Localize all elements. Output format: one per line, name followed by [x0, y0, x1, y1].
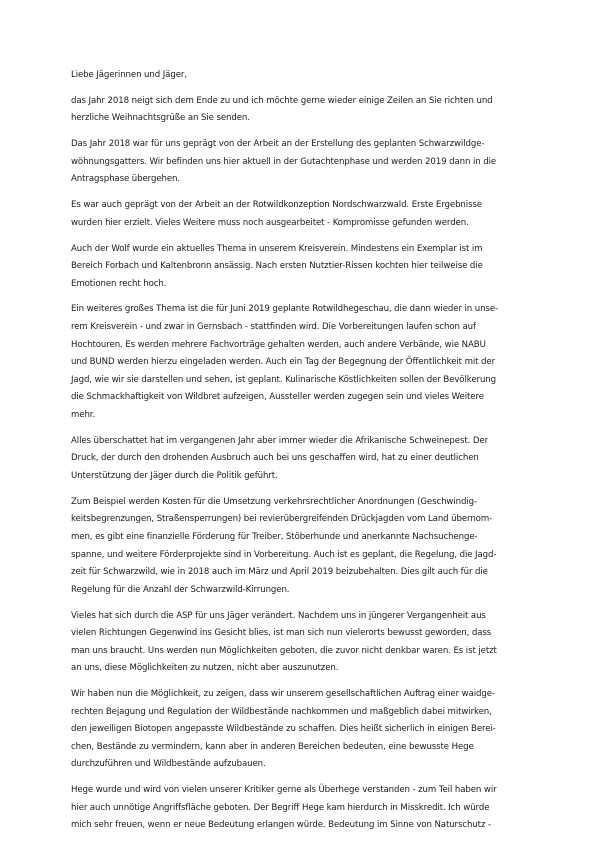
text-line: wurden hier erzielt. Vieles Weitere muss noch ausgearbeitet - Kompromisse gefunden werden. [71, 217, 469, 228]
text-line: Wir haben nun die Möglichkeit, zu zeigen, dass wir unserem gesellschaftlichen Auftrag einer waidge- [71, 689, 495, 700]
salutation [71, 67, 531, 85]
paragraph [71, 136, 531, 189]
letter-body [71, 67, 531, 842]
text-line: chen, Bestände zu vermindern, kann aber in anderen Bereichen bedeuten, eine bewusste Hege [71, 741, 474, 752]
text-line: vielen Richtungen Gegenwind ins Gesicht blies, ist man sich nun vielerorts bewusst geworden, dass [71, 628, 492, 639]
text-line: an uns, diese Möglichkeiten zu nutzen, nicht aber auszunutzen. [71, 663, 339, 674]
text-line: Alles überschattet hat im vergangenen Jahr aber immer wieder die Afrikanische Schweinepest. Der [71, 435, 489, 446]
text-line: das Jahr 2018 neigt sich dem Ende zu und ich möchte gerne wieder einige Zeilen an Sie richten und [71, 95, 493, 106]
paragraph [71, 494, 531, 600]
text-line: Ein weiteres großes Thema ist die für Juni 2019 geplante Rotwildhegeschau, die dann wieder in unse- [71, 304, 499, 315]
text-line: rechten Bejagung und Regulation der Wildbestände nachkommen und maßgeblich dabei mitwirken, [71, 706, 492, 717]
paragraph [71, 686, 531, 774]
text-line: keitsbegrenzungen, Straßensperrungen) bei revierübergreifenden Drückjagden vom Land übernom- [71, 514, 493, 525]
text-line: Druck, der durch den drohenden Ausbruch auch bei uns geschaffen wird, hat zu einer deutlichen [71, 453, 479, 464]
text-line: Zum Beispiel werden Kosten für die Umsetzung verkehrsrechtlicher Anordnungen (Geschwindig- [71, 496, 477, 507]
text-line: Bereich Forbach und Kaltenbronn ansässig. Nach ersten Nutztier-Rissen kochten hier teilweise die [71, 261, 483, 272]
text-line: Auch der Wolf wurde ein aktuelles Thema in unserem Kreisverein. Mindestens ein Exemplar ist im [71, 243, 483, 254]
text-line: herzliche Weihnachtsgrüße an Sie senden. [71, 113, 250, 124]
text-line: Liebe Jägerinnen und Jäger, [71, 70, 187, 80]
text-line: mehr. [71, 410, 96, 421]
text-line: zeit für Schwarzwild, wie in 2018 auch im März und April 2019 beizubehalten. Dies gilt auch für die [71, 567, 488, 578]
text-line: Antragsphase übergehen. [71, 174, 181, 185]
text-line: Unterstützung der Jäger durch die Politik geführt. [71, 471, 278, 481]
text-line: hier auch unnötige Angriffsfläche geboten. Der Begriff Hege kam hierdurch in Misskredit. Ich würde [71, 802, 490, 813]
text-line: rem Kreisverein - und zwar in Gernsbach - stattfinden wird. Die Vorbereitungen laufen schon auf [71, 322, 476, 333]
text-line: Hochtouren. Es werden mehrere Fachvorträge gehalten werden, auch andere Verbände, wie NABU [71, 339, 486, 350]
text-line: Emotionen recht hoch. [71, 278, 167, 289]
paragraph [71, 241, 531, 294]
paragraph [71, 782, 531, 835]
text-line: und BUND werden hierzu eingeladen werden. Auch ein Tag der Begegnung der Öffentlichkeit mit der [71, 357, 496, 368]
paragraph [71, 197, 531, 232]
text-line: spanne, und weitere Förderprojekte sind in Vorbereitung. Auch ist es geplant, die Regelung, die Jagd- [71, 549, 497, 560]
text-line: mich sehr freuen, wenn er neue Bedeutung erlangen würde. Bedeutung im Sinne von Naturschutz - [71, 820, 491, 831]
text-line: Regelung für die Anzahl der Schwarzwild-Kirrungen. [71, 584, 290, 595]
text-line: den jeweiligen Biotopen angepasste Wildbestände zu schaffen. Dies heißt sicherlich in einigen Berei- [71, 724, 496, 735]
text-line: man uns braucht. Uns werden nun Möglichkeiten geboten, die zuvor nicht denkbar waren. Es ist jetzt [71, 645, 497, 656]
text-line: wöhnungsgatters. Wir befinden uns hier aktuell in der Gutachtenphase und werden 2019 dann in die [71, 156, 497, 167]
text-line: Es war auch geprägt von der Arbeit an der Rotwildkonzeption Nordschwarzwald. Erste Ergebnisse [71, 200, 483, 211]
text-line: durchzuführen und Wildbestände aufzubauen. [71, 759, 266, 770]
text-line: die Schmackhaftigkeit von Wildbret aufzeigen, Aussteller werden zugegen sein und vieles Weitere [71, 392, 484, 403]
paragraph [71, 608, 531, 678]
paragraph [71, 93, 531, 128]
text-line: Vieles hat sich durch die ASP für uns Jäger verändert. Nachdem uns in jüngerer Vergangenheit aus [71, 610, 486, 621]
text-line: Hege wurde und wird von vielen unserer Kritiker gerne als Überhege verstanden - zum Teil haben wir [71, 785, 497, 796]
paragraph [71, 433, 531, 486]
text-line: men, es gibt eine finanzielle Förderung für Treiber, Stöberhunde und anerkannte Nachsuchenge- [71, 531, 478, 542]
text-line: Das Jahr 2018 war für uns geprägt von der Arbeit an der Erstellung des geplanten Schwarzwildge- [71, 139, 485, 150]
text-line: Jagd, wie wir sie darstellen und sehen, ist geplant. Kulinarische Köstlichkeiten sollen der Bevölkerung [71, 374, 496, 385]
paragraph [71, 301, 531, 424]
